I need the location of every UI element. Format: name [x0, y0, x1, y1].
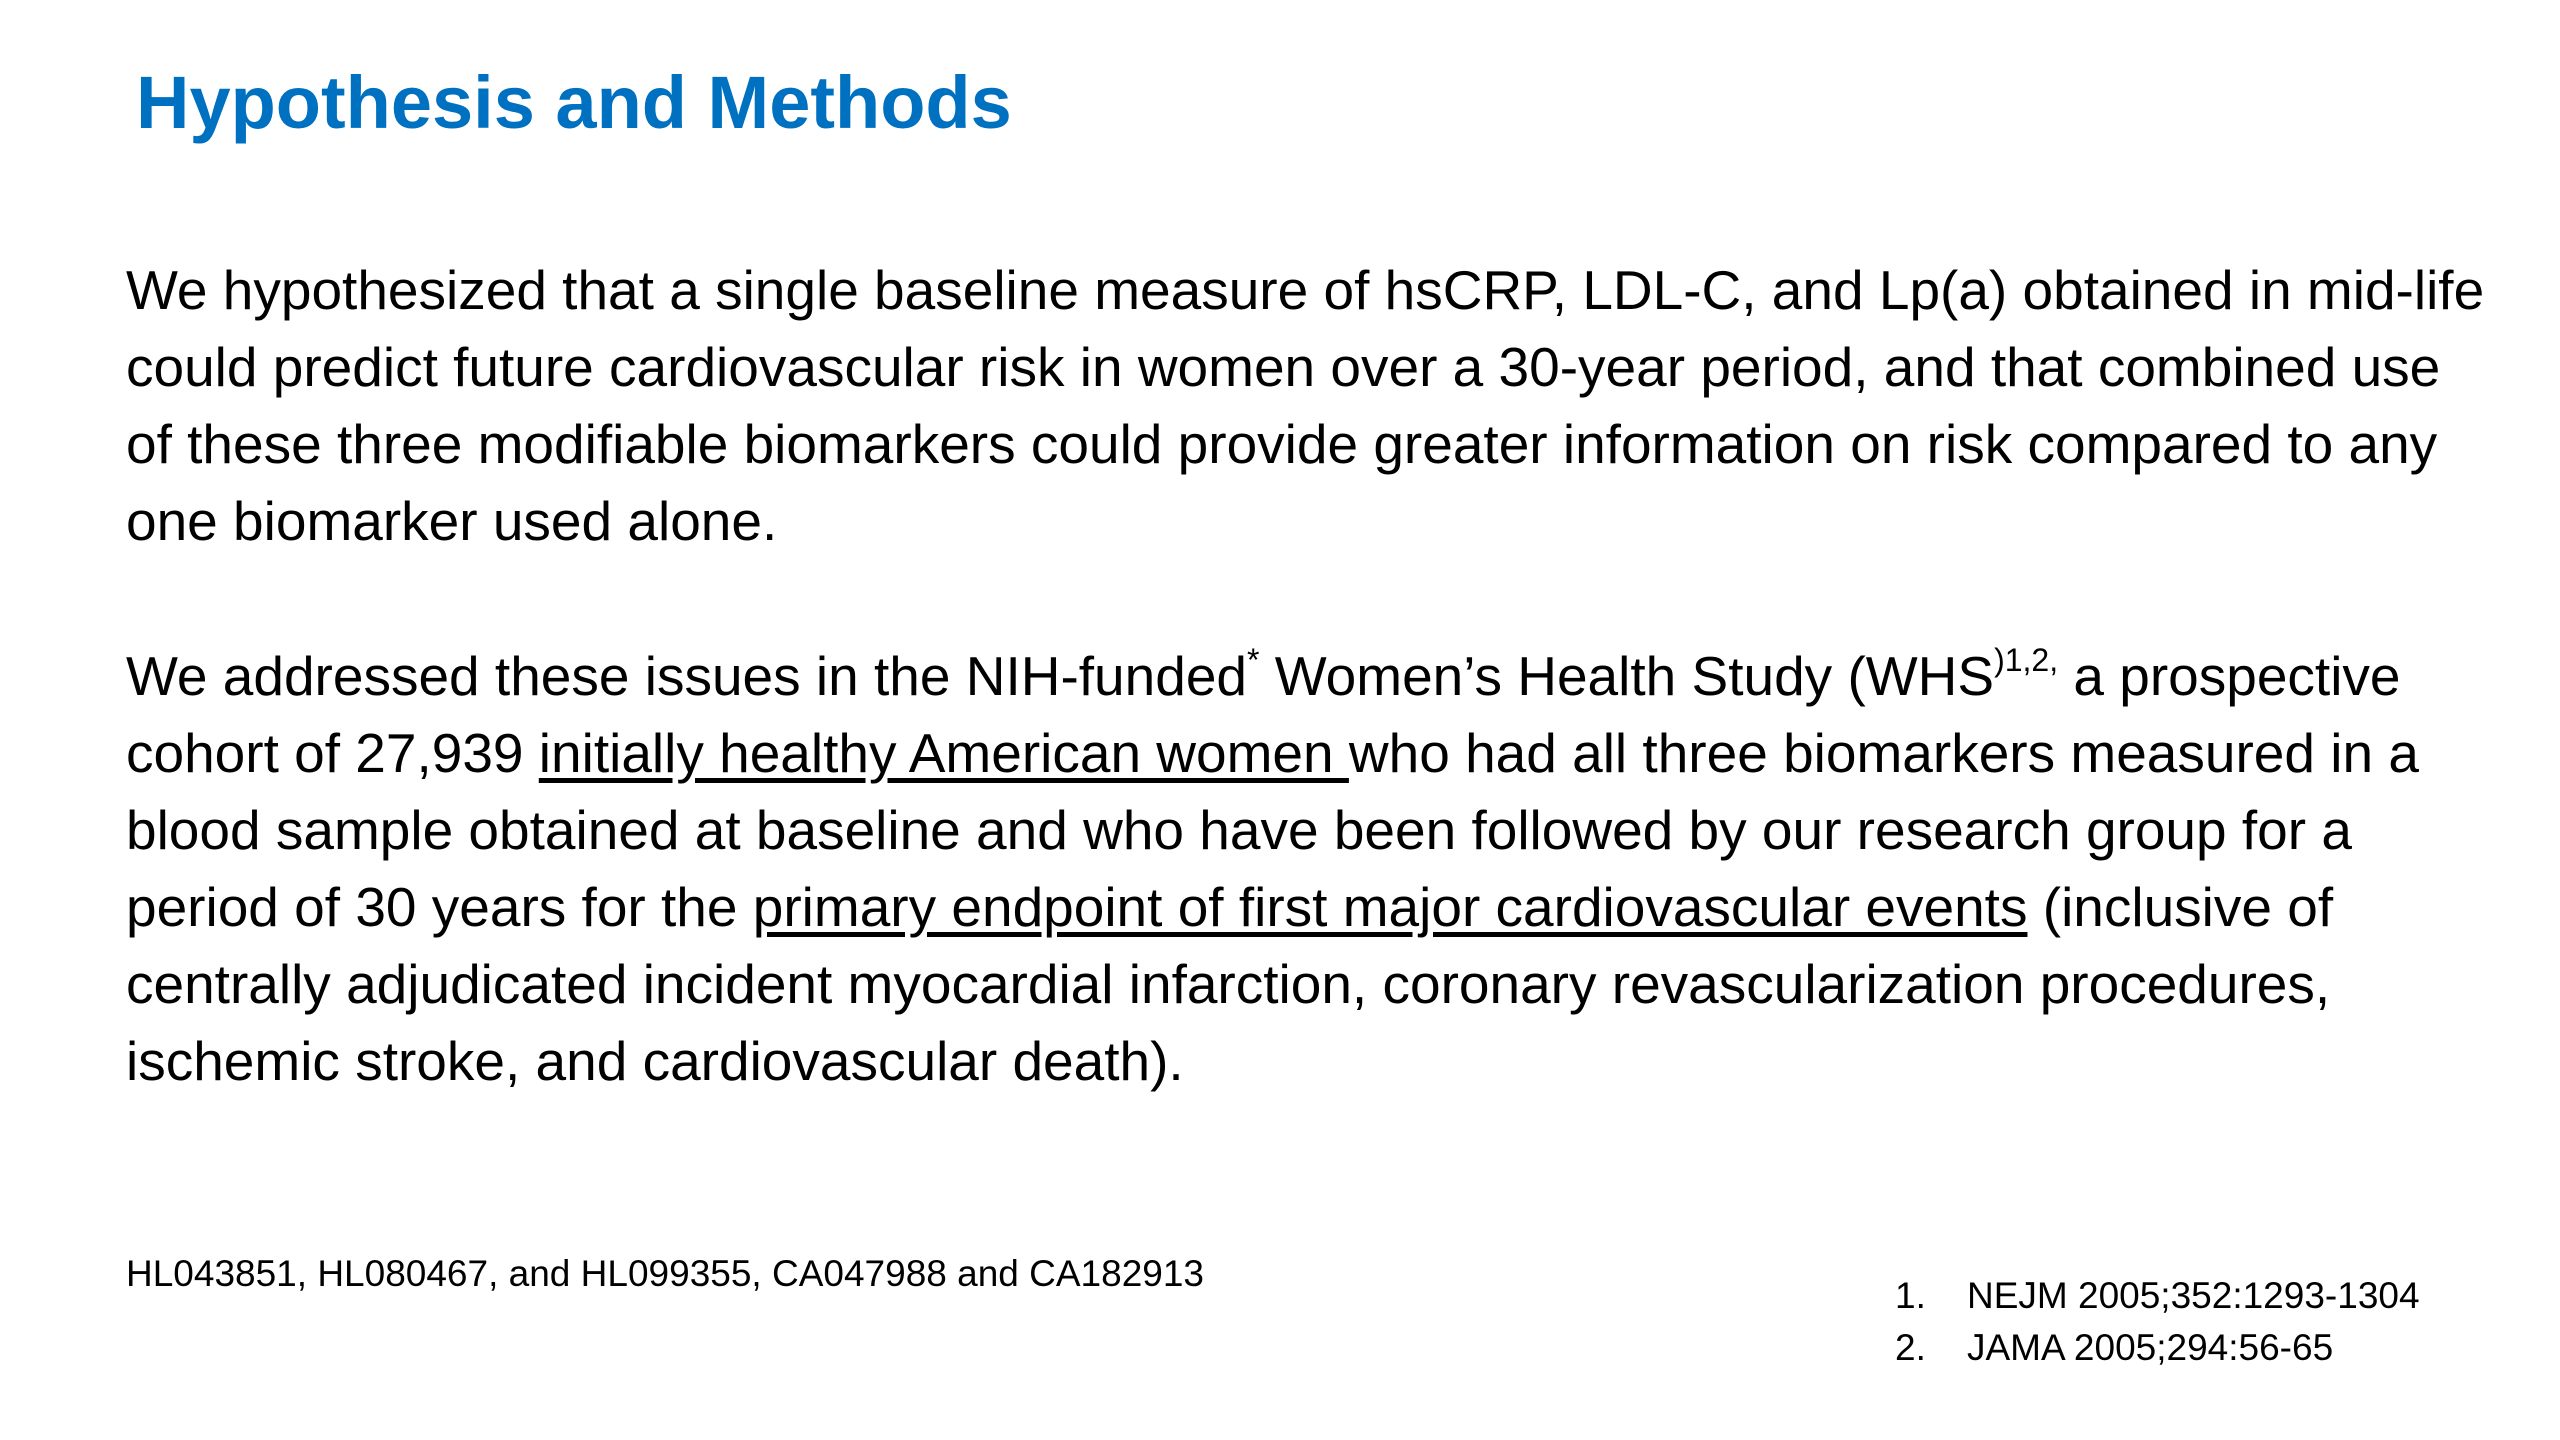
- methods-text-4: who had all three biomarkers measured in a blood sample obtained at baseline and who have been followed by our research group for a period of 30 years for the: [126, 722, 2419, 938]
- reference-item: [1895, 1322, 2420, 1374]
- references-list: [1895, 1270, 2420, 1374]
- grant-numbers: HL043851, HL080467, and HL099355, CA047988 and CA182913: [126, 1253, 1205, 1294]
- methods-paragraph: [126, 638, 2496, 1100]
- methods-text-2: Women’s Health Study (WHS: [1259, 645, 1995, 707]
- hypothesis-paragraph: We hypothesized that a single baseline measure of hsCRP, LDL-C, and Lp(a) obtained in mid-life could predict future cardiovascular risk in women over a 30-year period, and that combined use of these three modifiable biomarkers could provide greater information on risk compared to any one biomarker used alone.: [126, 259, 2485, 552]
- methods-text-1: We addressed these issues in the NIH-funded: [126, 645, 1248, 707]
- nih-footnote-marker: *: [1247, 642, 1260, 678]
- reference-markers: )1,2,: [1994, 642, 2059, 678]
- underlined-primary-endpoint: primary endpoint of first major cardiovascular events: [752, 876, 2028, 938]
- reference-item: [1895, 1270, 2420, 1322]
- reference-text: JAMA 2005;294:56-65: [1967, 1327, 2334, 1368]
- reference-number: 1.: [1895, 1275, 1926, 1316]
- methods-text-5: (inclusive of centrally adjudicated incident myocardial infarction, coronary revascularization procedures, ischemic stroke, and cardiovascular death).: [126, 876, 2334, 1092]
- underlined-healthy-women: initially healthy American women: [538, 722, 1349, 784]
- reference-number: 2.: [1895, 1327, 1926, 1368]
- reference-text: NEJM 2005;352:1293-1304: [1967, 1275, 2420, 1316]
- methods-text-3: a prospective cohort of 27,939: [126, 645, 2401, 784]
- slide-title: Hypothesis and Methods: [136, 61, 1012, 144]
